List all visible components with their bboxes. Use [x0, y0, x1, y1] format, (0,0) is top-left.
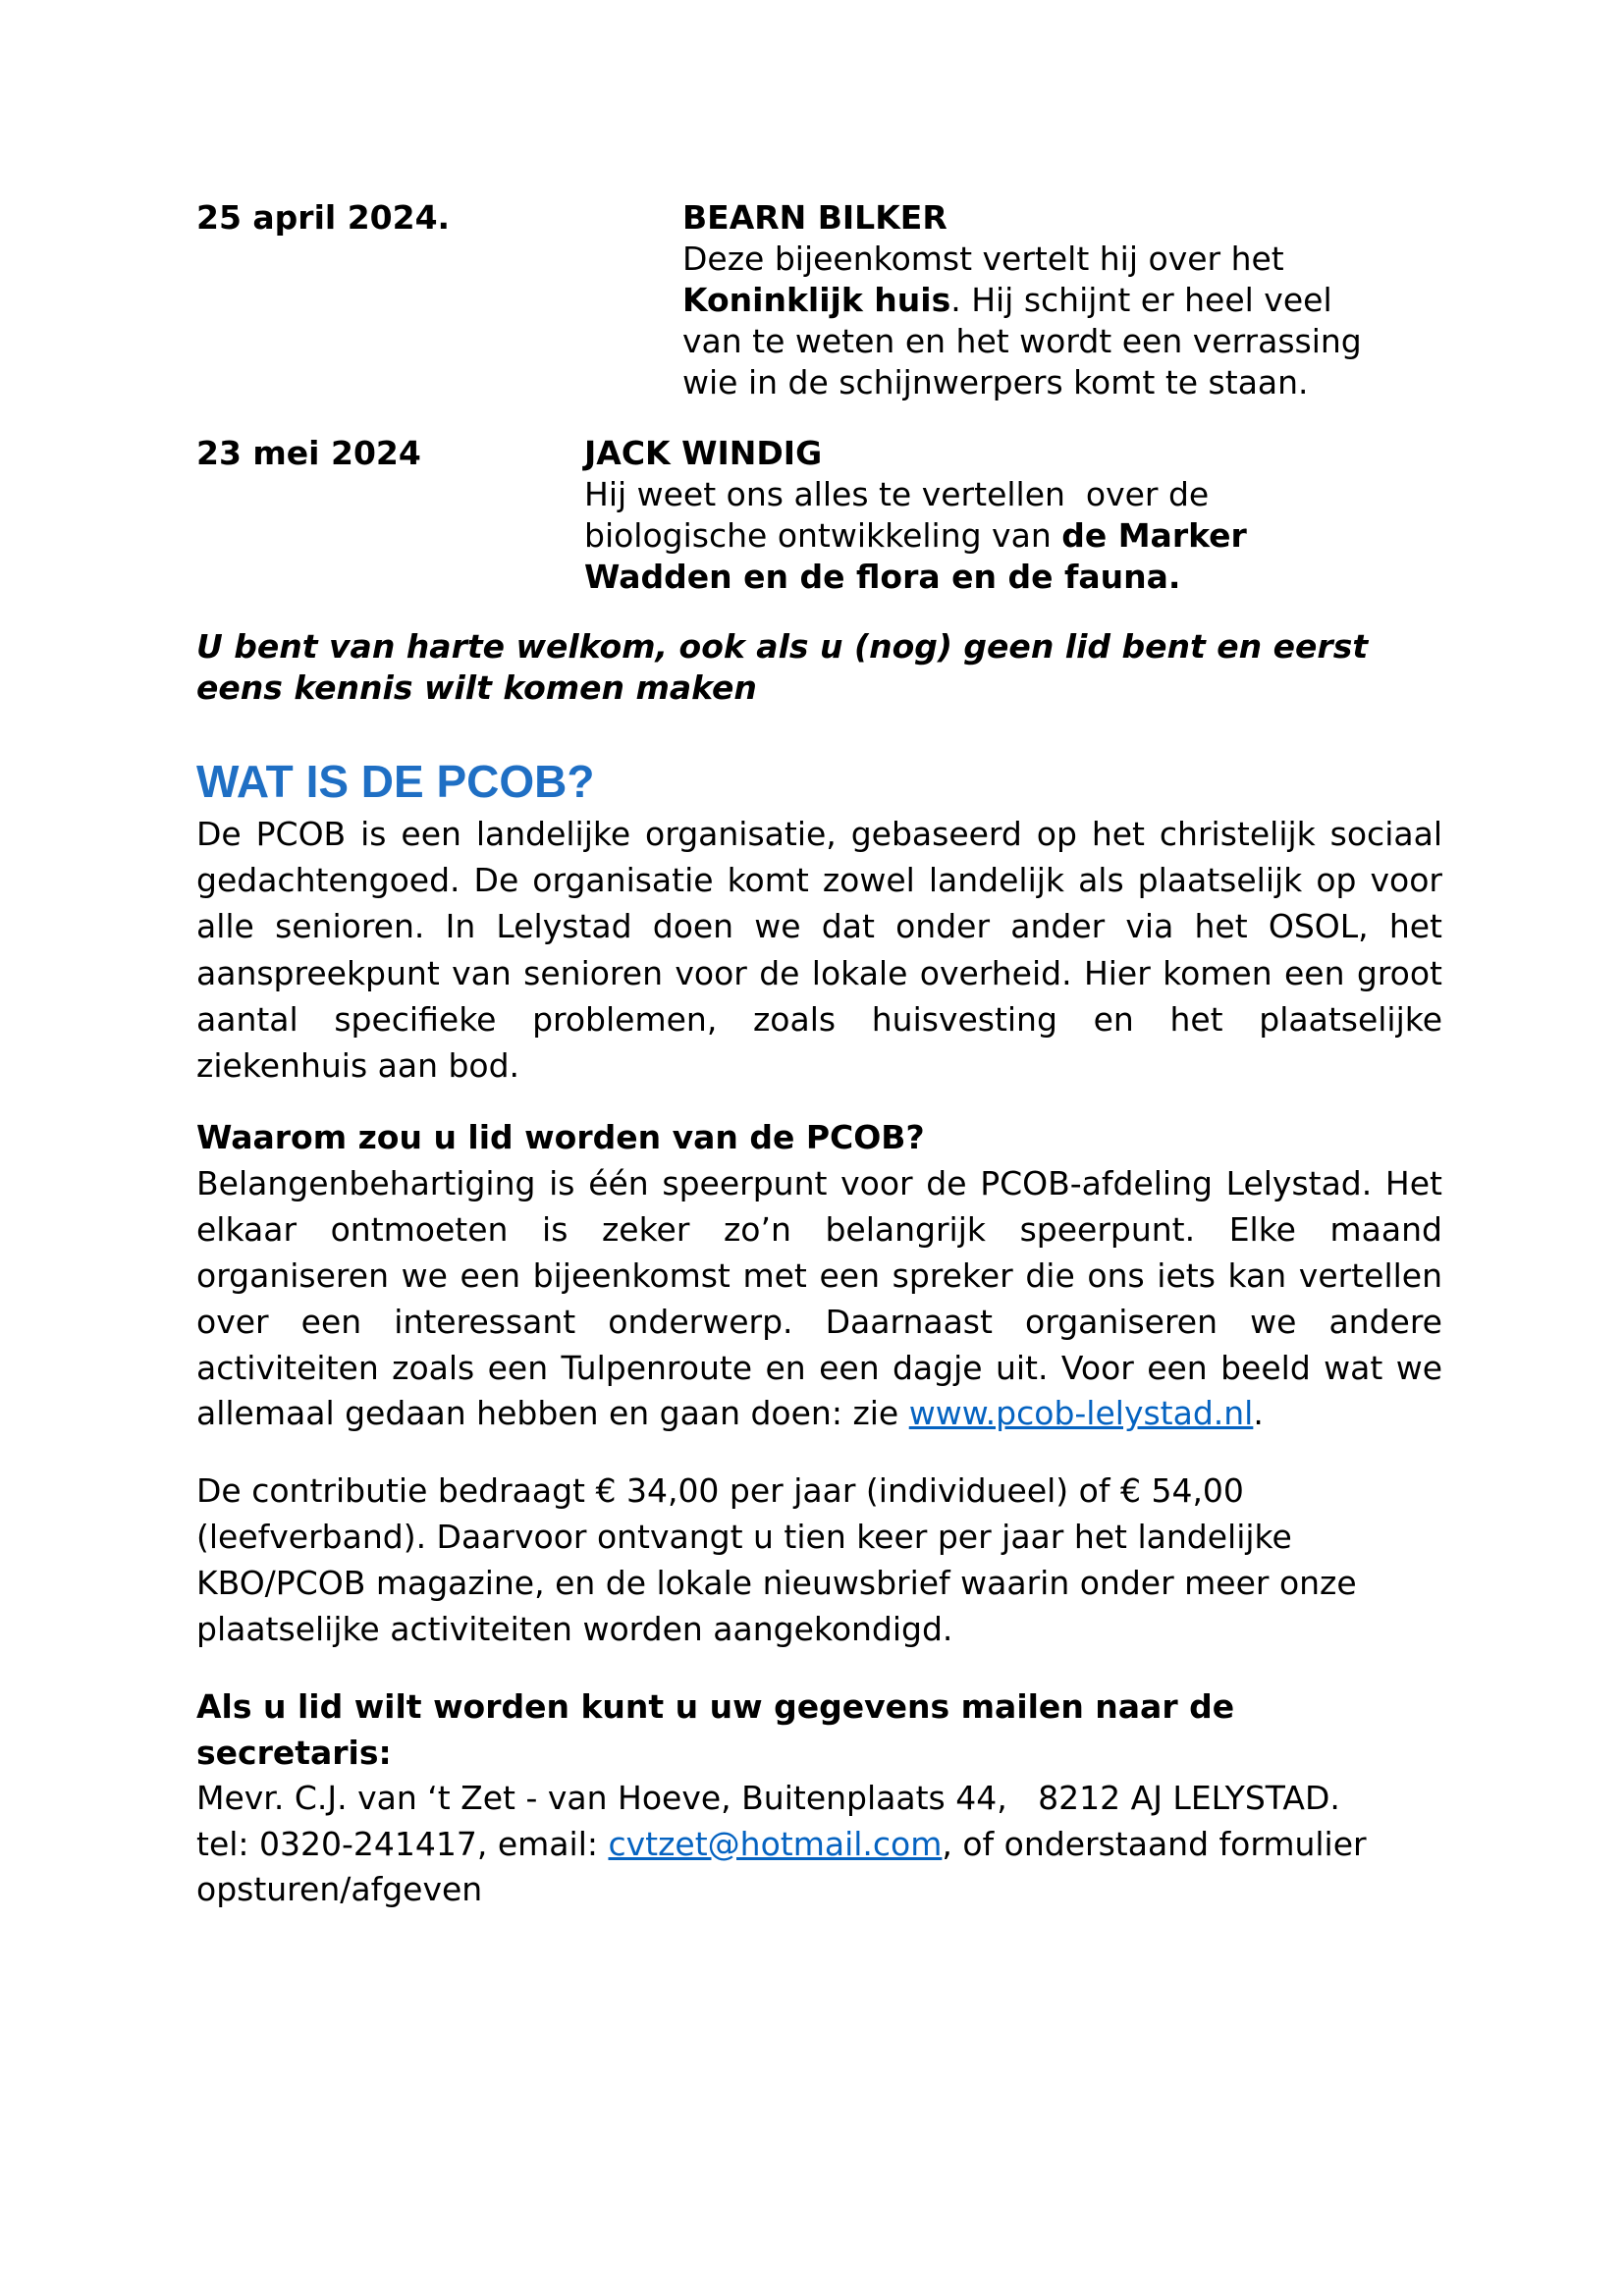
welcome-note [196, 626, 1368, 709]
website-link[interactable]: www.pcob-lelystad.nl [908, 1394, 1254, 1433]
contact-address: Mevr. C.J. van ‘t Zet - van Hoeve, Buitenplaats 44, 8212 AJ LELYSTAD. [196, 1779, 1340, 1818]
event-topic-highlight: Koninklijk huis [682, 281, 951, 319]
paragraph-line: aanspreekpunt van senioren voor de lokale overheid. Hier komen een groot [196, 953, 1442, 992]
paragraph-line: activiteiten zoals een Tulpenroute en een dagje uit. Voor een beeld wat we [196, 1348, 1442, 1387]
event-description-text: . Hij schijnt er heel veel [950, 281, 1332, 319]
event-description-text: van te weten en het wordt een verrassing [682, 322, 1362, 360]
welcome-line: U bent van harte welkom, ook als u (nog) geen lid bent en eerst [196, 627, 1369, 666]
paragraph-text: allemaal gedaan hebben en gaan doen: zie [196, 1394, 909, 1433]
contact-phone: tel: 0320-241417, email: [196, 1824, 609, 1863]
event-date: 23 mei 2024 [196, 434, 421, 472]
event-description-line [584, 474, 1247, 515]
why-join-section [196, 1115, 1442, 1437]
join-heading-line: secretaris: [196, 1733, 392, 1772]
event-topic-highlight: de Marker [1061, 516, 1247, 555]
event-description-text: wie in de schijnwerpers komt te staan. [682, 363, 1309, 401]
join-section [196, 1684, 1442, 1913]
event-description-text: Hij weet ons alles te vertellen over de [584, 475, 1210, 513]
event-description-line [682, 362, 1362, 403]
paragraph-line: elkaar ontmoeten is zeker zo’n belangrijk speerpunt. Elke maand [196, 1209, 1442, 1249]
paragraph-line [196, 1391, 1442, 1437]
fee-paragraph [196, 1468, 1442, 1652]
paragraph-line: aantal specifieke problemen, zoals huisvesting en het plaatselijke [196, 999, 1442, 1039]
section-heading: WAT IS DE PCOB? [196, 756, 595, 807]
email-link[interactable]: cvtzet@hotmail.com [608, 1824, 943, 1863]
paragraph-line: plaatselijke activiteiten worden aangekondigd. [196, 1610, 953, 1649]
join-heading-line: Als u lid wilt worden kunt u uw gegevens mailen naar de [196, 1687, 1235, 1726]
intro-paragraph [196, 811, 1442, 1089]
event-description-text: Deze bijeenkomst vertelt hij over het [682, 240, 1284, 278]
contact-phone-email [196, 1822, 1442, 1868]
event-description-line [682, 280, 1362, 321]
event-description-text: biologische ontwikkeling van [584, 516, 1062, 555]
why-join-heading: Waarom zou u lid worden van de PCOB? [196, 1118, 925, 1156]
contact-last-line: opsturen/afgeven [196, 1870, 483, 1909]
paragraph-line: Belangenbehartiging is één speerpunt voor de PCOB-afdeling Lelystad. Het [196, 1163, 1442, 1202]
paragraph-text: . [1253, 1394, 1264, 1433]
event-speaker: JACK WINDIG [584, 434, 823, 472]
paragraph-line: organiseren we een bijeenkomst met een spreker die ons iets kan vertellen [196, 1255, 1442, 1295]
paragraph-line: gedachtengoed. De organisatie komt zowel landelijk als plaatselijk op voor [196, 861, 1442, 900]
event-description-line [682, 239, 1362, 280]
paragraph-line: over een interessant onderwerp. Daarnaast organiseren we andere [196, 1302, 1442, 1341]
event-date: 25 april 2024. [196, 198, 451, 237]
event-description-line [584, 557, 1247, 598]
event-description-line [584, 515, 1247, 557]
paragraph-line: alle senioren. In Lelystad doen we dat onder ander via het OSOL, het [196, 907, 1442, 946]
paragraph-line: ziekenhuis aan bod. [196, 1046, 520, 1086]
event-details [682, 197, 1362, 403]
paragraph-line: De contributie bedraagt € 34,00 per jaar (individueel) of € 54,00 [196, 1471, 1244, 1510]
event-speaker: BEARN BILKER [682, 198, 947, 237]
paragraph-line: De PCOB is een landelijke organisatie, gebaseerd op het christelijk sociaal [196, 815, 1442, 853]
paragraph-line: (leefverband). Daarvoor ontvangt u tien keer per jaar het landelijke [196, 1518, 1292, 1557]
event-description-line [682, 321, 1362, 362]
event-details [584, 433, 1247, 598]
contact-text: , of onderstaand formulier [942, 1824, 1367, 1863]
paragraph-line: KBO/PCOB magazine, en de lokale nieuwsbrief waarin onder meer onze [196, 1564, 1357, 1603]
welcome-line: eens kennis wilt komen maken [196, 668, 757, 707]
event-topic-highlight: Wadden en de flora en de fauna. [584, 558, 1181, 596]
